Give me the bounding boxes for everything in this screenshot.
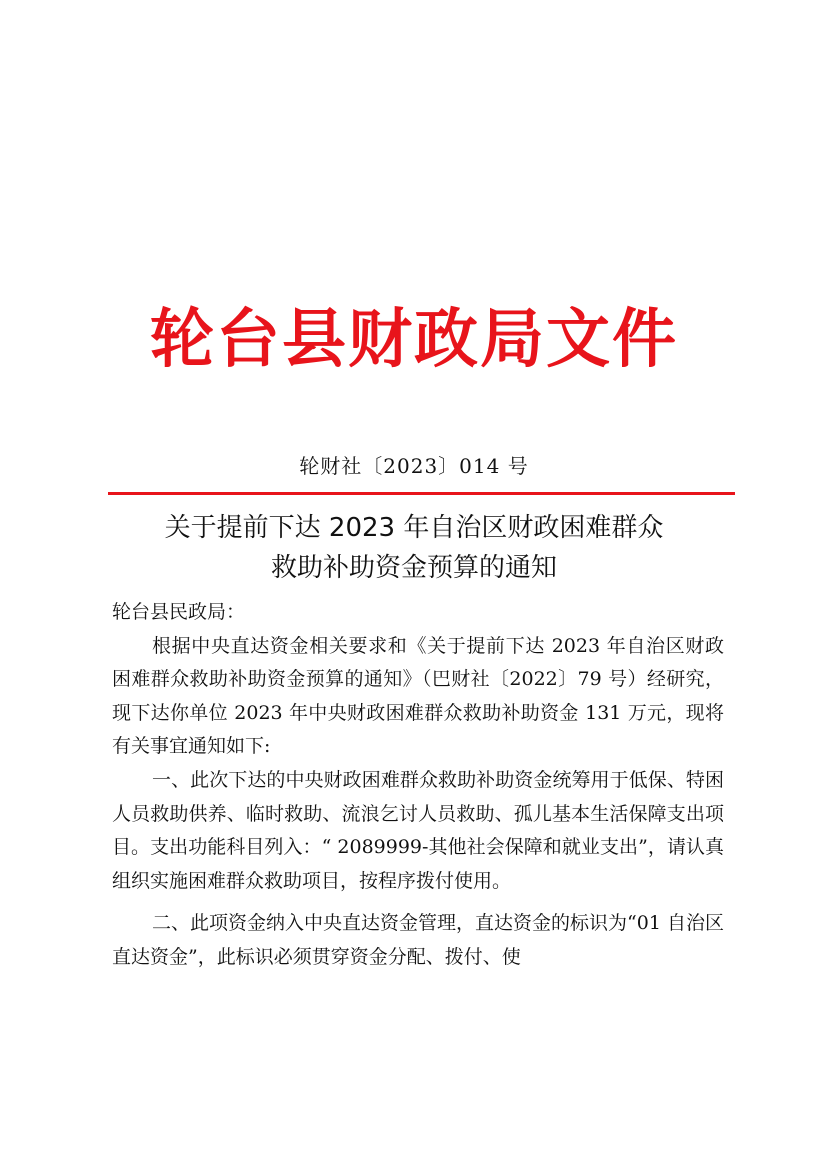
document-title-line-2: 救助补助资金预算的通知 [270,553,557,583]
issuing-org-header: 轮台县财政局文件 [150,302,678,377]
body-paragraph-item-1: 一、此次下达的中央财政困难群众救助补助资金统筹用于低保、特困人员救助供养、临时救助、流浪乞讨人员救助、孤儿基本生活保障支出项目。支出功能科目列入：“ 2089999-其他社会保障和就业支出”，请认真组织实施困难群众救助项目，按程序拨付使用。 [112,768,724,892]
document-body [112,596,724,975]
body-paragraph-item-2: 二、此项资金纳入中央直达资金管理，直达资金的标识为“01 自治区直达资金”，此标识必须贯穿资金分配、拨付、使 [112,912,724,968]
document-number: 轮财社〔2023〕014 号 [299,454,529,478]
red-divider-line [108,492,735,495]
addressee: 轮台县民政局： [112,601,246,623]
document-title [90,508,738,588]
body-paragraph-intro: 根据中央直达资金相关要求和《关于提前下达 2023 年自治区财政困难群众救助补助资金预算的通知》（巴财社〔2022〕79 号）经研究，现下达你单位 2023 年中央财政困难群众救助补助资金 131 万元，现将有关事宜通知如下: [112,634,724,758]
document-title-line-1: 关于提前下达 2023 年自治区财政困难群众 [164,513,664,543]
